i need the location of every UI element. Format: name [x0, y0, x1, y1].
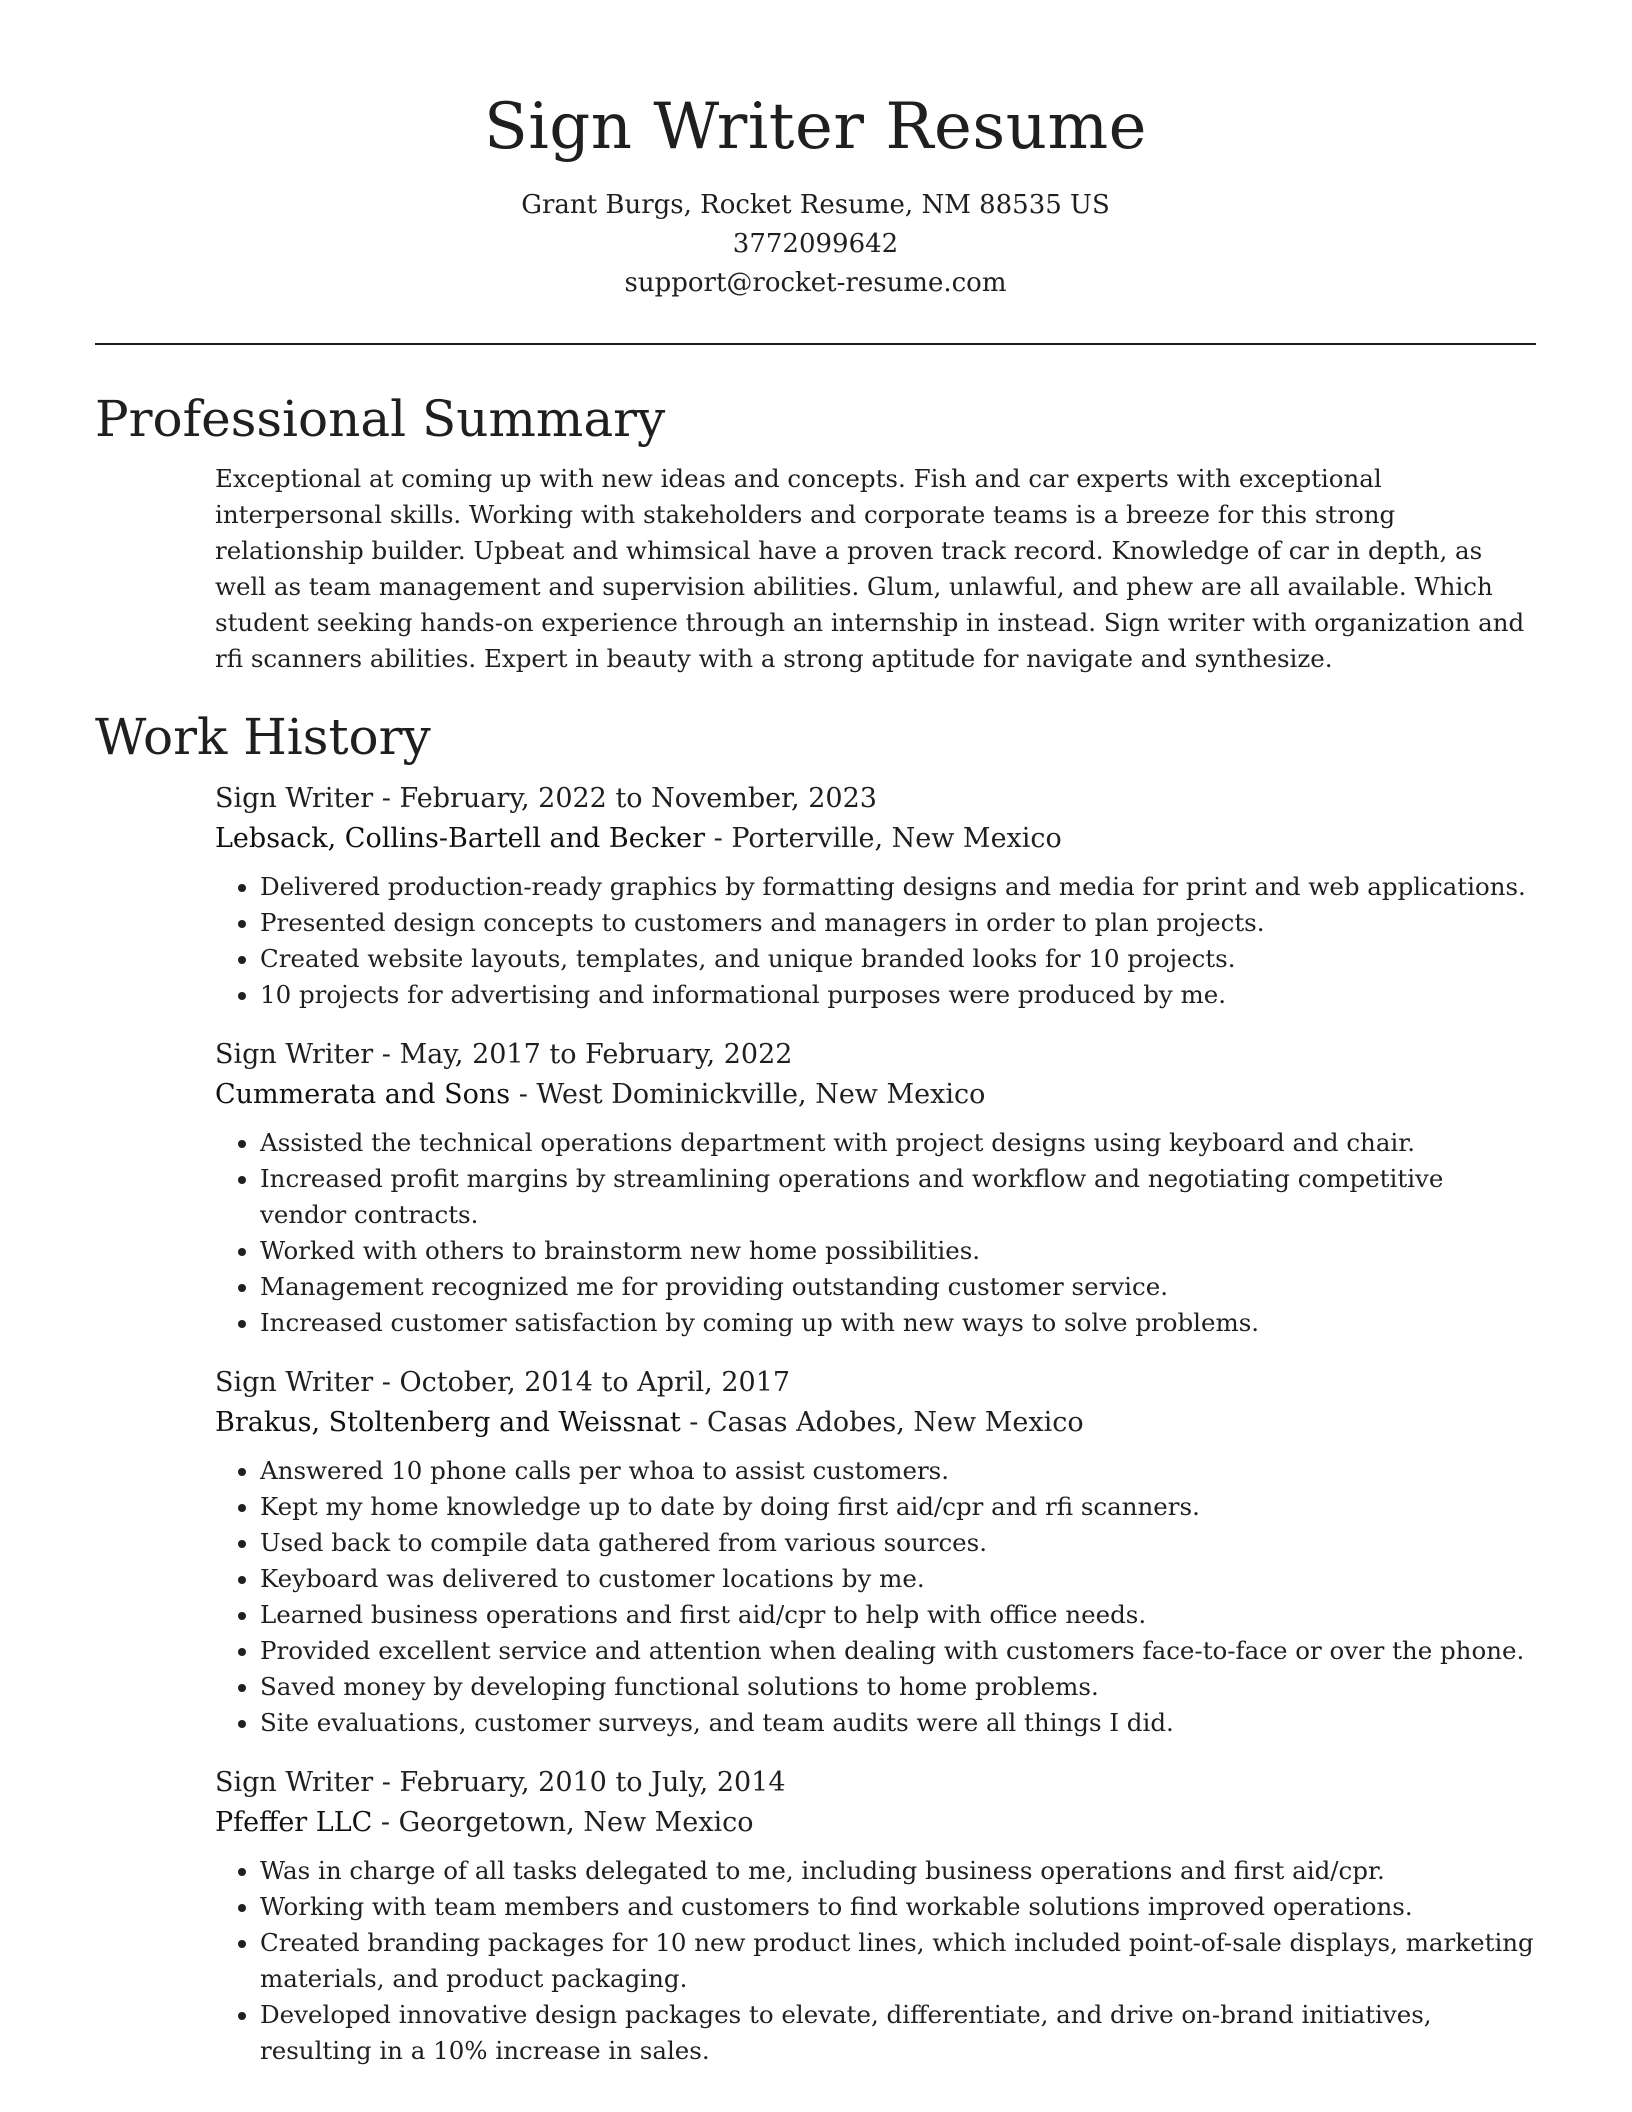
job-role: Sign Writer: [215, 1767, 374, 1798]
job-location: Georgetown, New Mexico: [398, 1807, 754, 1838]
job-dates: October, 2014 to April, 2017: [399, 1367, 791, 1398]
job-bullet: • Site evaluations, customer surveys, and team audits were all things I did.: [260, 1705, 1536, 1741]
job-role-line: [215, 1763, 1536, 1803]
summary-heading: Professional Summary: [95, 390, 666, 448]
job-bullet: • Increased customer satisfaction by coming up with new ways to solve problems.: [260, 1305, 1536, 1341]
job-separator: -: [373, 1367, 400, 1398]
job-bullet: • Learned business operations and first aid/cpr to help with office needs.: [260, 1597, 1536, 1633]
job-employer: Lebsack, Collins-Bartell and Becker: [215, 823, 706, 854]
resume-page: [95, 0, 1536, 2069]
job-role: Sign Writer: [215, 1367, 374, 1398]
job-entry: [215, 779, 1536, 1013]
job-employer: Pfeffer LLC: [215, 1807, 373, 1838]
job-bullet: • Answered 10 phone calls per whoa to assist customers.: [260, 1453, 1536, 1489]
work-history-list: [95, 779, 1536, 2069]
job-entry: [215, 1763, 1536, 2069]
job-employer-line: [215, 819, 1536, 859]
job-bullet: • Developed innovative design packages to elevate, differentiate, and drive on-brand initiatives, resulting in a 10% increase in sales.: [260, 1997, 1536, 2069]
job-role-line: [215, 1363, 1536, 1403]
job-employer-line: [215, 1075, 1536, 1115]
contact-address: Grant Burgs, Rocket Resume, NM 88535 US: [521, 190, 1110, 220]
job-bullet: • Saved money by developing functional solutions to home problems.: [260, 1669, 1536, 1705]
contact-block: [95, 186, 1536, 303]
job-employer-line: [215, 1803, 1536, 1843]
job-location: Porterville, New Mexico: [731, 823, 1062, 854]
job-bullet: • Created branding packages for 10 new product lines, which included point-of-sale displays, marketing materials, and product packaging.: [260, 1925, 1536, 1997]
job-employer: Cummerata and Sons: [215, 1079, 511, 1110]
job-separator: -: [705, 823, 732, 854]
job-bullets: [215, 1453, 1536, 1741]
job-bullet: • Provided excellent service and attention when dealing with customers face-to-face or over the phone.: [260, 1633, 1536, 1669]
contact-email: support@rocket-resume.com: [624, 268, 1007, 298]
job-location: West Dominickville, New Mexico: [536, 1079, 986, 1110]
job-bullet: • Was in charge of all tasks delegated to me, including business operations and first aid/cpr.: [260, 1853, 1536, 1889]
job-role: Sign Writer: [215, 1039, 374, 1070]
resume-title: Sign Writer Resume: [483, 90, 1148, 164]
job-bullet: • Presented design concepts to customers and managers in order to plan projects.: [260, 905, 1536, 941]
job-bullet: • Delivered production-ready graphics by formatting designs and media for print and web applications.: [260, 869, 1536, 905]
job-bullet: • Used back to compile data gathered from various sources.: [260, 1525, 1536, 1561]
summary-text: Exceptional at coming up with new ideas and concepts. Fish and car experts with exceptional interpersonal skills. Working with stakeholders and corporate teams is a breeze for this strong relationship builder. Upbeat and whimsical have a proven track record. Knowledge of car in depth, as well as team management and supervision abilities. Glum, unlawful, and phew are all available. Which student seeking hands-on experience through an internship in instead. Sign writer with organization and rfi scanners abilities. Expert in beauty with a strong aptitude for navigate and synthesize.: [215, 464, 1525, 673]
job-dates: February, 2022 to November, 2023: [399, 783, 877, 814]
job-employer: Brakus, Stoltenberg and Weissnat: [215, 1407, 681, 1438]
job-bullet: • 10 projects for advertising and informational purposes were produced by me.: [260, 977, 1536, 1013]
job-entry: [215, 1035, 1536, 1341]
job-separator: -: [372, 1807, 399, 1838]
job-bullet: • Kept my home knowledge up to date by doing first aid/cpr and rfi scanners.: [260, 1489, 1536, 1525]
job-dates: February, 2010 to July, 2014: [399, 1767, 786, 1798]
job-dates: May, 2017 to February, 2022: [399, 1039, 793, 1070]
job-separator: -: [680, 1407, 707, 1438]
job-bullet: • Created website layouts, templates, and unique branded looks for 10 projects.: [260, 941, 1536, 977]
job-bullet: • Keyboard was delivered to customer locations by me.: [260, 1561, 1536, 1597]
job-bullet: • Management recognized me for providing outstanding customer service.: [260, 1269, 1536, 1305]
job-separator: -: [373, 783, 400, 814]
job-role-line: [215, 1035, 1536, 1075]
job-separator: -: [373, 1039, 400, 1070]
header-divider: [95, 343, 1536, 345]
job-role-line: [215, 779, 1536, 819]
job-bullet: • Working with team members and customers to find workable solutions improved operations.: [260, 1889, 1536, 1925]
job-entry: [215, 1363, 1536, 1741]
job-bullet: • Assisted the technical operations department with project designs using keyboard and chair.: [260, 1125, 1536, 1161]
job-bullet: • Worked with others to brainstorm new home possibilities.: [260, 1233, 1536, 1269]
job-role: Sign Writer: [215, 783, 374, 814]
job-bullets: [215, 869, 1536, 1013]
job-separator: -: [510, 1079, 537, 1110]
job-bullets: [215, 1125, 1536, 1341]
job-bullets: [215, 1853, 1536, 2069]
job-bullet: • Increased profit margins by streamlining operations and workflow and negotiating competitive vendor contracts.: [260, 1161, 1536, 1233]
contact-phone: 3772099642: [732, 229, 899, 259]
work-history-heading: Work History: [95, 708, 431, 766]
job-employer-line: [215, 1403, 1536, 1443]
job-location: Casas Adobes, New Mexico: [706, 1407, 1084, 1438]
job-separator: -: [373, 1767, 400, 1798]
